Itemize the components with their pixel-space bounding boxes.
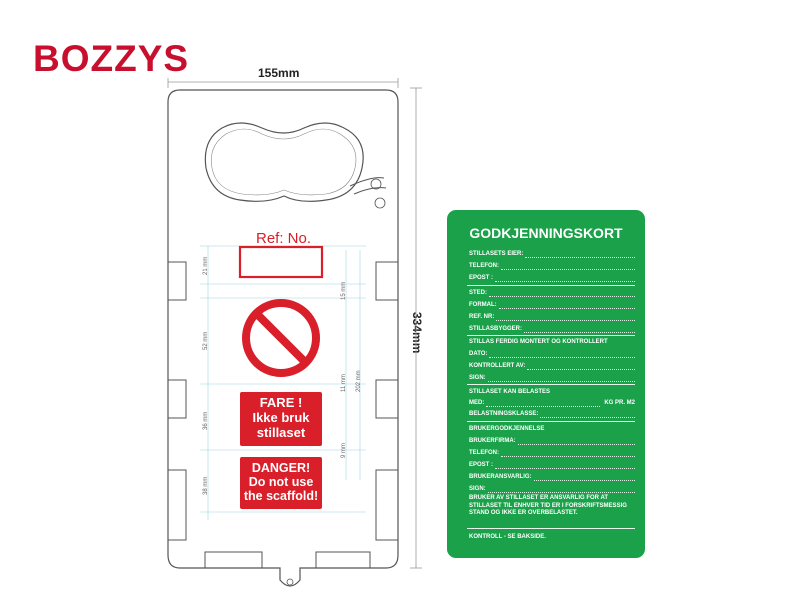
section-brukergodkjennelse — [469, 426, 635, 432]
field-label: DATO: — [469, 351, 488, 357]
field-bygger — [469, 326, 635, 333]
field-label: REF. NR: — [469, 314, 495, 320]
divider — [467, 421, 635, 422]
brand-logo: BOZZYS — [33, 38, 190, 79]
field-label: KONTROLLERT AV: — [469, 363, 526, 369]
field-sign — [469, 375, 635, 382]
dim-label: 9 mm — [341, 443, 347, 458]
dim-label: 36 mm — [203, 411, 209, 430]
section-belastes — [469, 389, 635, 395]
danger-line: DANGER! — [251, 461, 311, 475]
ref-no-label: Ref: No. — [256, 230, 312, 247]
section-label: BRUKERGODKJENNELSE — [469, 426, 545, 432]
height-dimension: 334mm — [410, 312, 424, 354]
field-label: SIGN: — [469, 375, 486, 381]
approval-card — [447, 210, 645, 558]
field-label: MED: — [469, 400, 485, 406]
field-label: FORMAL: — [469, 302, 497, 308]
field-label: EPOST : — [469, 275, 494, 281]
field-klasse — [469, 411, 635, 418]
fare-line: Ikke bruk — [252, 410, 310, 425]
field-telefon — [469, 263, 635, 270]
dim-label: 11 mm — [341, 374, 347, 392]
field-refnr — [469, 314, 635, 321]
dim-label: 38 mm — [203, 476, 209, 495]
field-sign-2 — [469, 486, 635, 493]
divider — [467, 384, 635, 385]
field-med — [469, 400, 635, 407]
dim-label: 202 mm — [356, 370, 362, 392]
section-label: STILLAS FERDIG MONTERT OG KONTROLLERT — [469, 339, 608, 345]
divider — [467, 528, 635, 529]
field-dato — [469, 351, 635, 358]
fare-warning-panel — [240, 392, 322, 446]
card-title: GODKJENNINGSKORT — [469, 225, 623, 241]
field-eier — [469, 251, 635, 258]
field-epost-2 — [469, 462, 635, 469]
field-label: EPOST : — [469, 462, 494, 468]
field-label: STILLASETS EIER: — [469, 251, 524, 257]
divider — [467, 335, 635, 336]
field-label: BRUKERFIRMA: — [469, 438, 516, 444]
control-note — [469, 534, 635, 540]
section-label: KONTROLL - SE BAKSIDE. — [469, 534, 546, 540]
field-label: STILLASBYGGER: — [469, 326, 523, 332]
section-label: STILLASET KAN BELASTES — [469, 389, 551, 395]
dim-label: 15 mm — [341, 281, 347, 300]
section-ferdig — [469, 339, 635, 345]
danger-warning-panel — [240, 457, 322, 509]
fare-line: FARE ! — [259, 395, 303, 410]
dim-label: 52 mm — [203, 331, 209, 350]
field-label: STED: — [469, 290, 487, 296]
field-sted — [469, 290, 635, 297]
divider — [467, 285, 635, 286]
field-epost — [469, 275, 635, 282]
field-label: BELASTNINGSKLASSE: — [469, 411, 539, 417]
danger-line: the scaffold! — [243, 489, 319, 503]
unit-label: KG PR. M2 — [604, 400, 635, 406]
field-label: SIGN: — [469, 486, 486, 492]
field-brukeransvarlig — [469, 474, 635, 481]
field-label: BRUKERANSVARLIG: — [469, 474, 532, 480]
field-label: TELEFON: — [469, 450, 499, 456]
field-kontrollert — [469, 363, 635, 370]
field-formal — [469, 302, 635, 309]
dim-label: 21 mm — [203, 256, 209, 275]
fare-line: stillaset — [256, 425, 306, 440]
responsibility-text: BRUKER AV STILLASET ER ANSVARLIG FOR AT STILLASET TIL ENHVER TID ER I FORSKRIFTSMESSIG STAND OG IKKE ER OVERBELASTET. — [469, 495, 627, 516]
width-dimension: 155mm — [258, 66, 300, 80]
field-telefon-2 — [469, 450, 635, 457]
danger-line: Do not use — [248, 475, 314, 489]
field-brukerfirma — [469, 438, 635, 445]
field-label: TELEFON: — [469, 263, 499, 269]
